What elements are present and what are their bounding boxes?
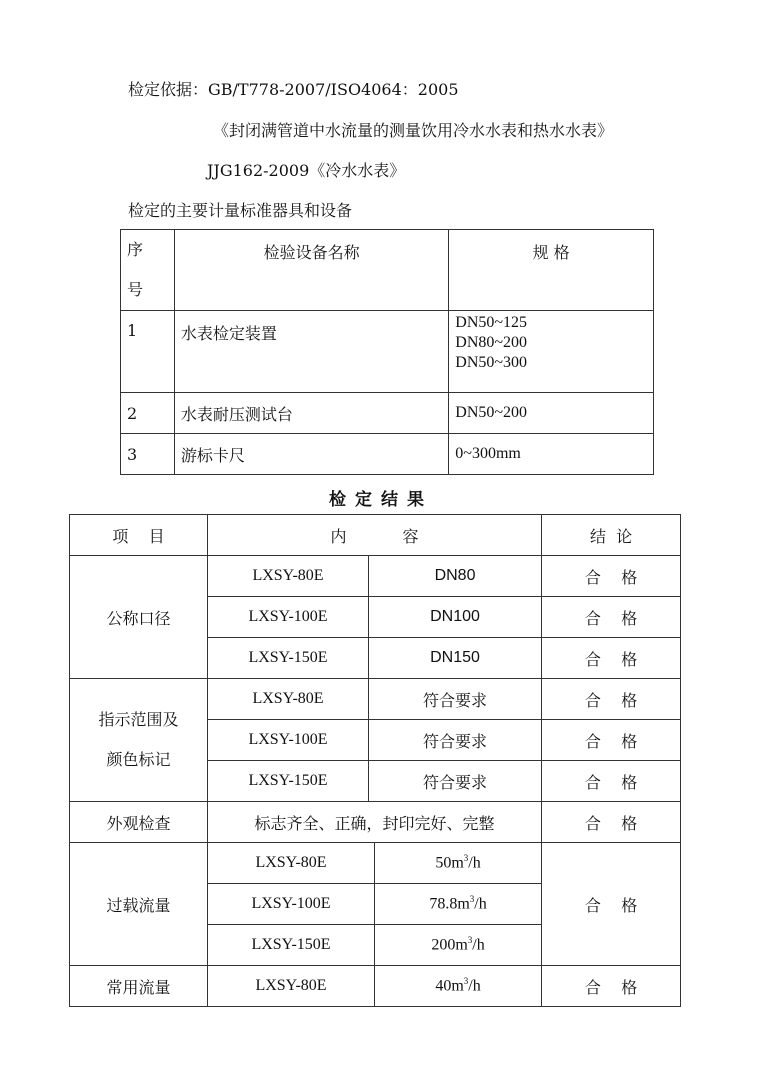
value-cell: 标志齐全、正确，封印完好、完整 [208,802,542,843]
equipment-no: 2 [121,393,175,434]
basis-line: 检定依据：GB/T778-2007/ISO4064：2005 [128,80,459,99]
equipment-heading: 检定的主要计量标准器具和设备 [128,201,353,220]
result-cell: 合 格 [542,679,681,720]
result-cell: 合 格 [542,843,681,966]
value-cell: 符合要求 [369,679,542,720]
equipment-row [121,311,654,393]
equipment-name: 水表检定装置 [174,311,448,393]
flow-unit: /h [468,977,481,995]
results-title: 检定结果 [329,490,433,510]
equipment-spec [449,311,654,393]
header-equipment-name: 检验设备名称 [174,230,448,311]
model-cell: LXSY-150E [208,638,369,679]
spec-value: DN80~200 [455,334,528,351]
category-indication-range [70,679,208,802]
spec-value: 0~300mm [449,434,654,475]
value-cell [375,966,542,1007]
value-cell: DN100 [369,597,542,638]
flow-unit: /h [474,895,487,913]
category-permanent-flow: 常用流量 [70,966,208,1007]
model-cell: LXSY-80E [208,556,369,597]
results-header-row [70,515,681,556]
header-spec: 规 格 [449,230,654,311]
equipment-name: 游标卡尺 [174,434,448,475]
category-overload-flow: 过载流量 [70,843,208,966]
model-cell: LXSY-100E [208,884,375,925]
header-content: 内 容 [208,515,542,556]
model-cell: LXSY-80E [208,679,369,720]
result-cell: 合 格 [542,720,681,761]
category-label-line1: 指示范围及 [98,710,179,729]
model-cell: LXSY-80E [208,843,375,884]
result-cell: 合 格 [542,761,681,802]
value-cell: DN150 [369,638,542,679]
model-cell: LXSY-100E [208,720,369,761]
model-cell: LXSY-100E [208,597,369,638]
equipment-no: 1 [121,311,175,393]
value-cell [375,925,542,966]
equipment-row [121,434,654,475]
equipment-name: 水表耐压测试台 [174,393,448,434]
result-cell: 合 格 [542,966,681,1007]
value-cell [375,884,542,925]
table-row [70,843,681,884]
result-cell: 合 格 [542,802,681,843]
table-row [70,556,681,597]
flow-exponent: 3 [467,935,473,946]
table-row [70,679,681,720]
header-seq-line2: 号 [127,280,144,299]
result-cell: 合 格 [542,638,681,679]
spec-value: DN50~200 [449,393,654,434]
value-cell: 符合要求 [369,761,542,802]
flow-unit: /h [472,936,485,954]
category-label-line2: 颜色标记 [106,750,171,769]
model-cell: LXSY-150E [208,925,375,966]
header-item: 项 目 [70,515,208,556]
standard-title: 《封闭满管道中水流量的测量饮用冷水水表和热水水表》 [213,121,614,140]
equipment-table [120,229,654,475]
header-seq [121,230,175,311]
value-cell: DN80 [369,556,542,597]
result-cell: 合 格 [542,597,681,638]
result-cell: 合 格 [542,556,681,597]
flow-value: 78.8m [429,895,470,913]
header-conclusion: 结 论 [542,515,681,556]
flow-exponent: 3 [463,853,469,864]
value-cell [375,843,542,884]
category-appearance: 外观检查 [70,802,208,843]
table-row [70,966,681,1007]
header-seq-line1: 序 [127,240,144,259]
spec-value: DN50~125 [455,314,528,331]
equipment-row [121,393,654,434]
spec-value: DN50~300 [455,354,528,371]
flow-value: 50m [435,854,464,872]
equipment-no: 3 [121,434,175,475]
table-row [70,802,681,843]
model-cell: LXSY-80E [208,966,375,1007]
flow-value: 40m [435,977,464,995]
jjg-standard: JJG162-2009《冷水水表》 [207,161,406,180]
flow-exponent: 3 [469,894,475,905]
flow-exponent: 3 [463,976,469,987]
flow-value: 200m [431,936,468,954]
flow-unit: /h [468,854,481,872]
value-cell: 符合要求 [369,720,542,761]
equipment-header-row [121,230,654,311]
category-nominal-diameter: 公称口径 [70,556,208,679]
model-cell: LXSY-150E [208,761,369,802]
results-table [69,514,681,1007]
